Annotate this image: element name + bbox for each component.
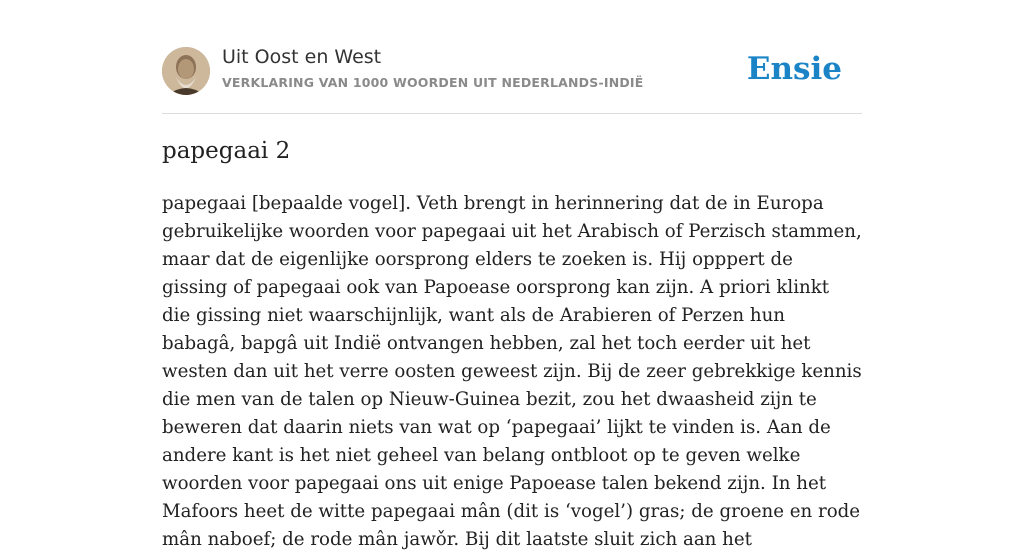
page — [162, 0, 862, 550]
entry-title: papegaai 2 — [162, 138, 291, 164]
book-title[interactable]: Uit Oost en West — [222, 46, 382, 68]
book-subtitle: VERKLARING VAN 1000 WOORDEN UIT NEDERLANDS-INDIË — [222, 75, 644, 90]
header — [162, 0, 862, 114]
author-portrait-icon[interactable] — [162, 47, 210, 95]
entry-body: papegaai [bepaalde vogel]. Veth brengt in herinnering dat de in Europa gebruikelijke woorden voor papegaai uit het Arabisch of Perzisch stammen, maar dat de eigenlijke oorsprong elders te zoeken is. Hij opppert de gissing of papegaai ook van Papoease oorsprong kan zijn. A priori klinkt die gissing niet waarschijnlijk, want als de Arabieren of Perzen hun babagâ, bapgâ uit Indië ontvangen hebben, zal het toch eerder uit het westen dan uit het verre oosten geweest zijn. Bij de zeer gebrekkige kennis die men van de talen op Nieuw-Guinea bezit, zou het dwaasheid zijn te beweren dat daarin niets van wat op ‘papegaai’ lijkt te vinden is. Aan de andere kant is het niet geheel van belang ontbloot op te geven welke woorden voor papegaai ons uit enige Papoease talen bekend zijn. In het Mafoors heet de witte papegaai mân (dit is ‘vogel’) gras; de groene en rode mân naboef; de rode mân jawǒr. Bij dit laatste sluit zich aan het — [162, 193, 862, 550]
ensie-logo[interactable]: Ensie — [746, 51, 842, 87]
